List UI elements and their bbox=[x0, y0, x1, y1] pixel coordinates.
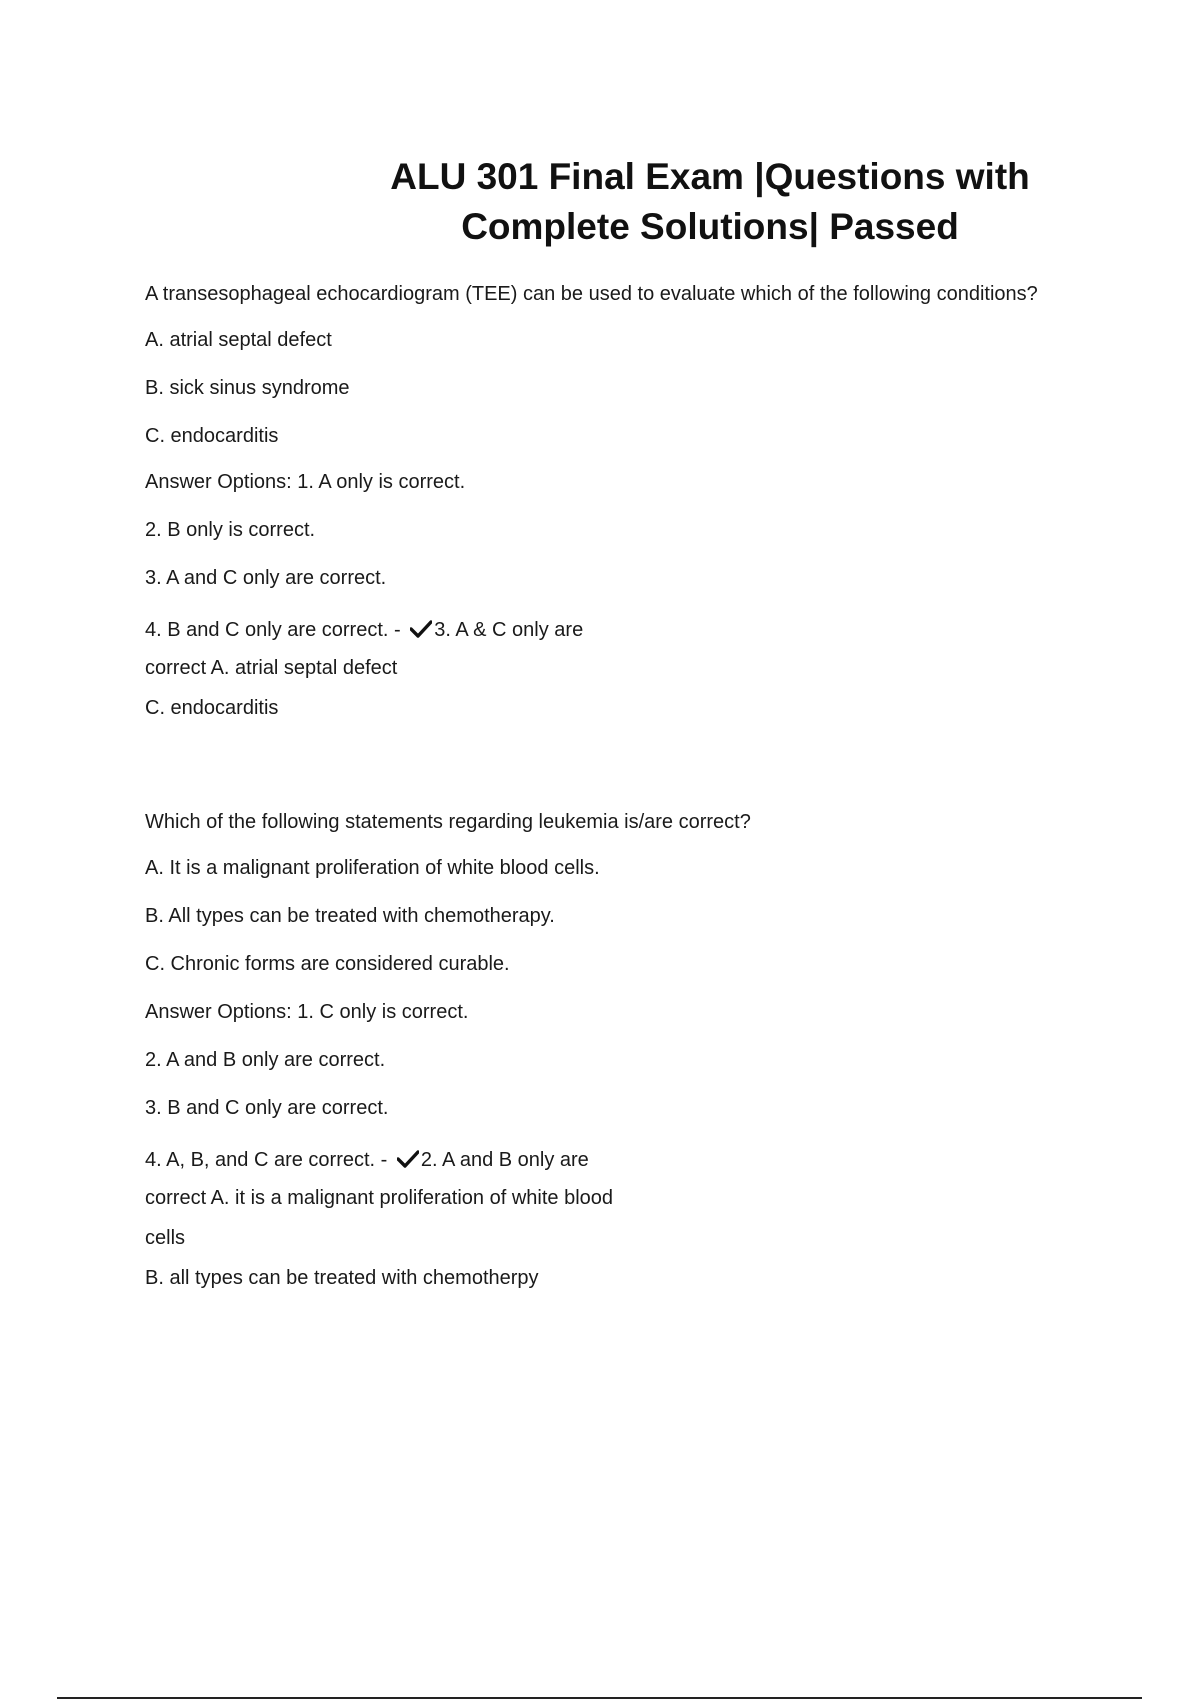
option-b: B. sick sinus syndrome bbox=[145, 377, 350, 399]
question-text: Which of the following statements regarding leukemia is/are correct? bbox=[145, 811, 751, 833]
answer-option-4: 4. A, B, and C are correct. - bbox=[145, 1149, 388, 1171]
correct-answer: 3. A & C only are bbox=[434, 619, 584, 641]
document-body bbox=[145, 280, 1045, 1312]
answer-detail-line: B. all types can be treated with chemotherpy bbox=[145, 1267, 539, 1289]
answer-detail-line: cells bbox=[145, 1227, 186, 1249]
option-a: A. atrial septal defect bbox=[145, 329, 332, 351]
correct-answer: 2. A and B only are bbox=[420, 1149, 589, 1171]
answer-option-2: 2. B only is correct. bbox=[145, 519, 316, 541]
answer-option-4-with-answer bbox=[145, 616, 1045, 644]
option-c: C. Chronic forms are considered curable. bbox=[145, 953, 510, 975]
title-line-1: ALU 301 Final Exam |Questions with bbox=[390, 156, 1030, 197]
page-title bbox=[360, 152, 1060, 252]
checkmark-icon bbox=[410, 620, 432, 638]
answer-option-4: 4. B and C only are correct. - bbox=[145, 619, 401, 641]
option-b: B. All types can be treated with chemotherapy. bbox=[145, 905, 555, 927]
question-block-2 bbox=[145, 808, 1045, 1292]
title-line-2: Complete Solutions| Passed bbox=[461, 206, 959, 247]
answer-option-3: 3. A and C only are correct. bbox=[145, 567, 387, 589]
option-a: A. It is a malignant proliferation of white blood cells. bbox=[145, 857, 600, 879]
checkmark-icon bbox=[397, 1150, 419, 1168]
answer-option-4-with-answer bbox=[145, 1146, 1045, 1174]
answer-option-1: Answer Options: 1. C only is correct. bbox=[145, 1001, 469, 1023]
answer-option-1: Answer Options: 1. A only is correct. bbox=[145, 471, 466, 493]
option-c: C. endocarditis bbox=[145, 425, 279, 447]
footer-divider bbox=[57, 1697, 1142, 1699]
answer-detail-line: correct A. it is a malignant proliferation of white blood bbox=[145, 1187, 614, 1209]
answer-option-3: 3. B and C only are correct. bbox=[145, 1097, 389, 1119]
answer-option-2: 2. A and B only are correct. bbox=[145, 1049, 386, 1071]
section-gap bbox=[145, 742, 1045, 808]
question-block-1 bbox=[145, 280, 1045, 722]
answer-detail-line: C. endocarditis bbox=[145, 697, 279, 719]
answer-detail-line: correct A. atrial septal defect bbox=[145, 657, 398, 679]
question-text: A transesophageal echocardiogram (TEE) can be used to evaluate which of the following conditions? bbox=[145, 283, 1038, 305]
